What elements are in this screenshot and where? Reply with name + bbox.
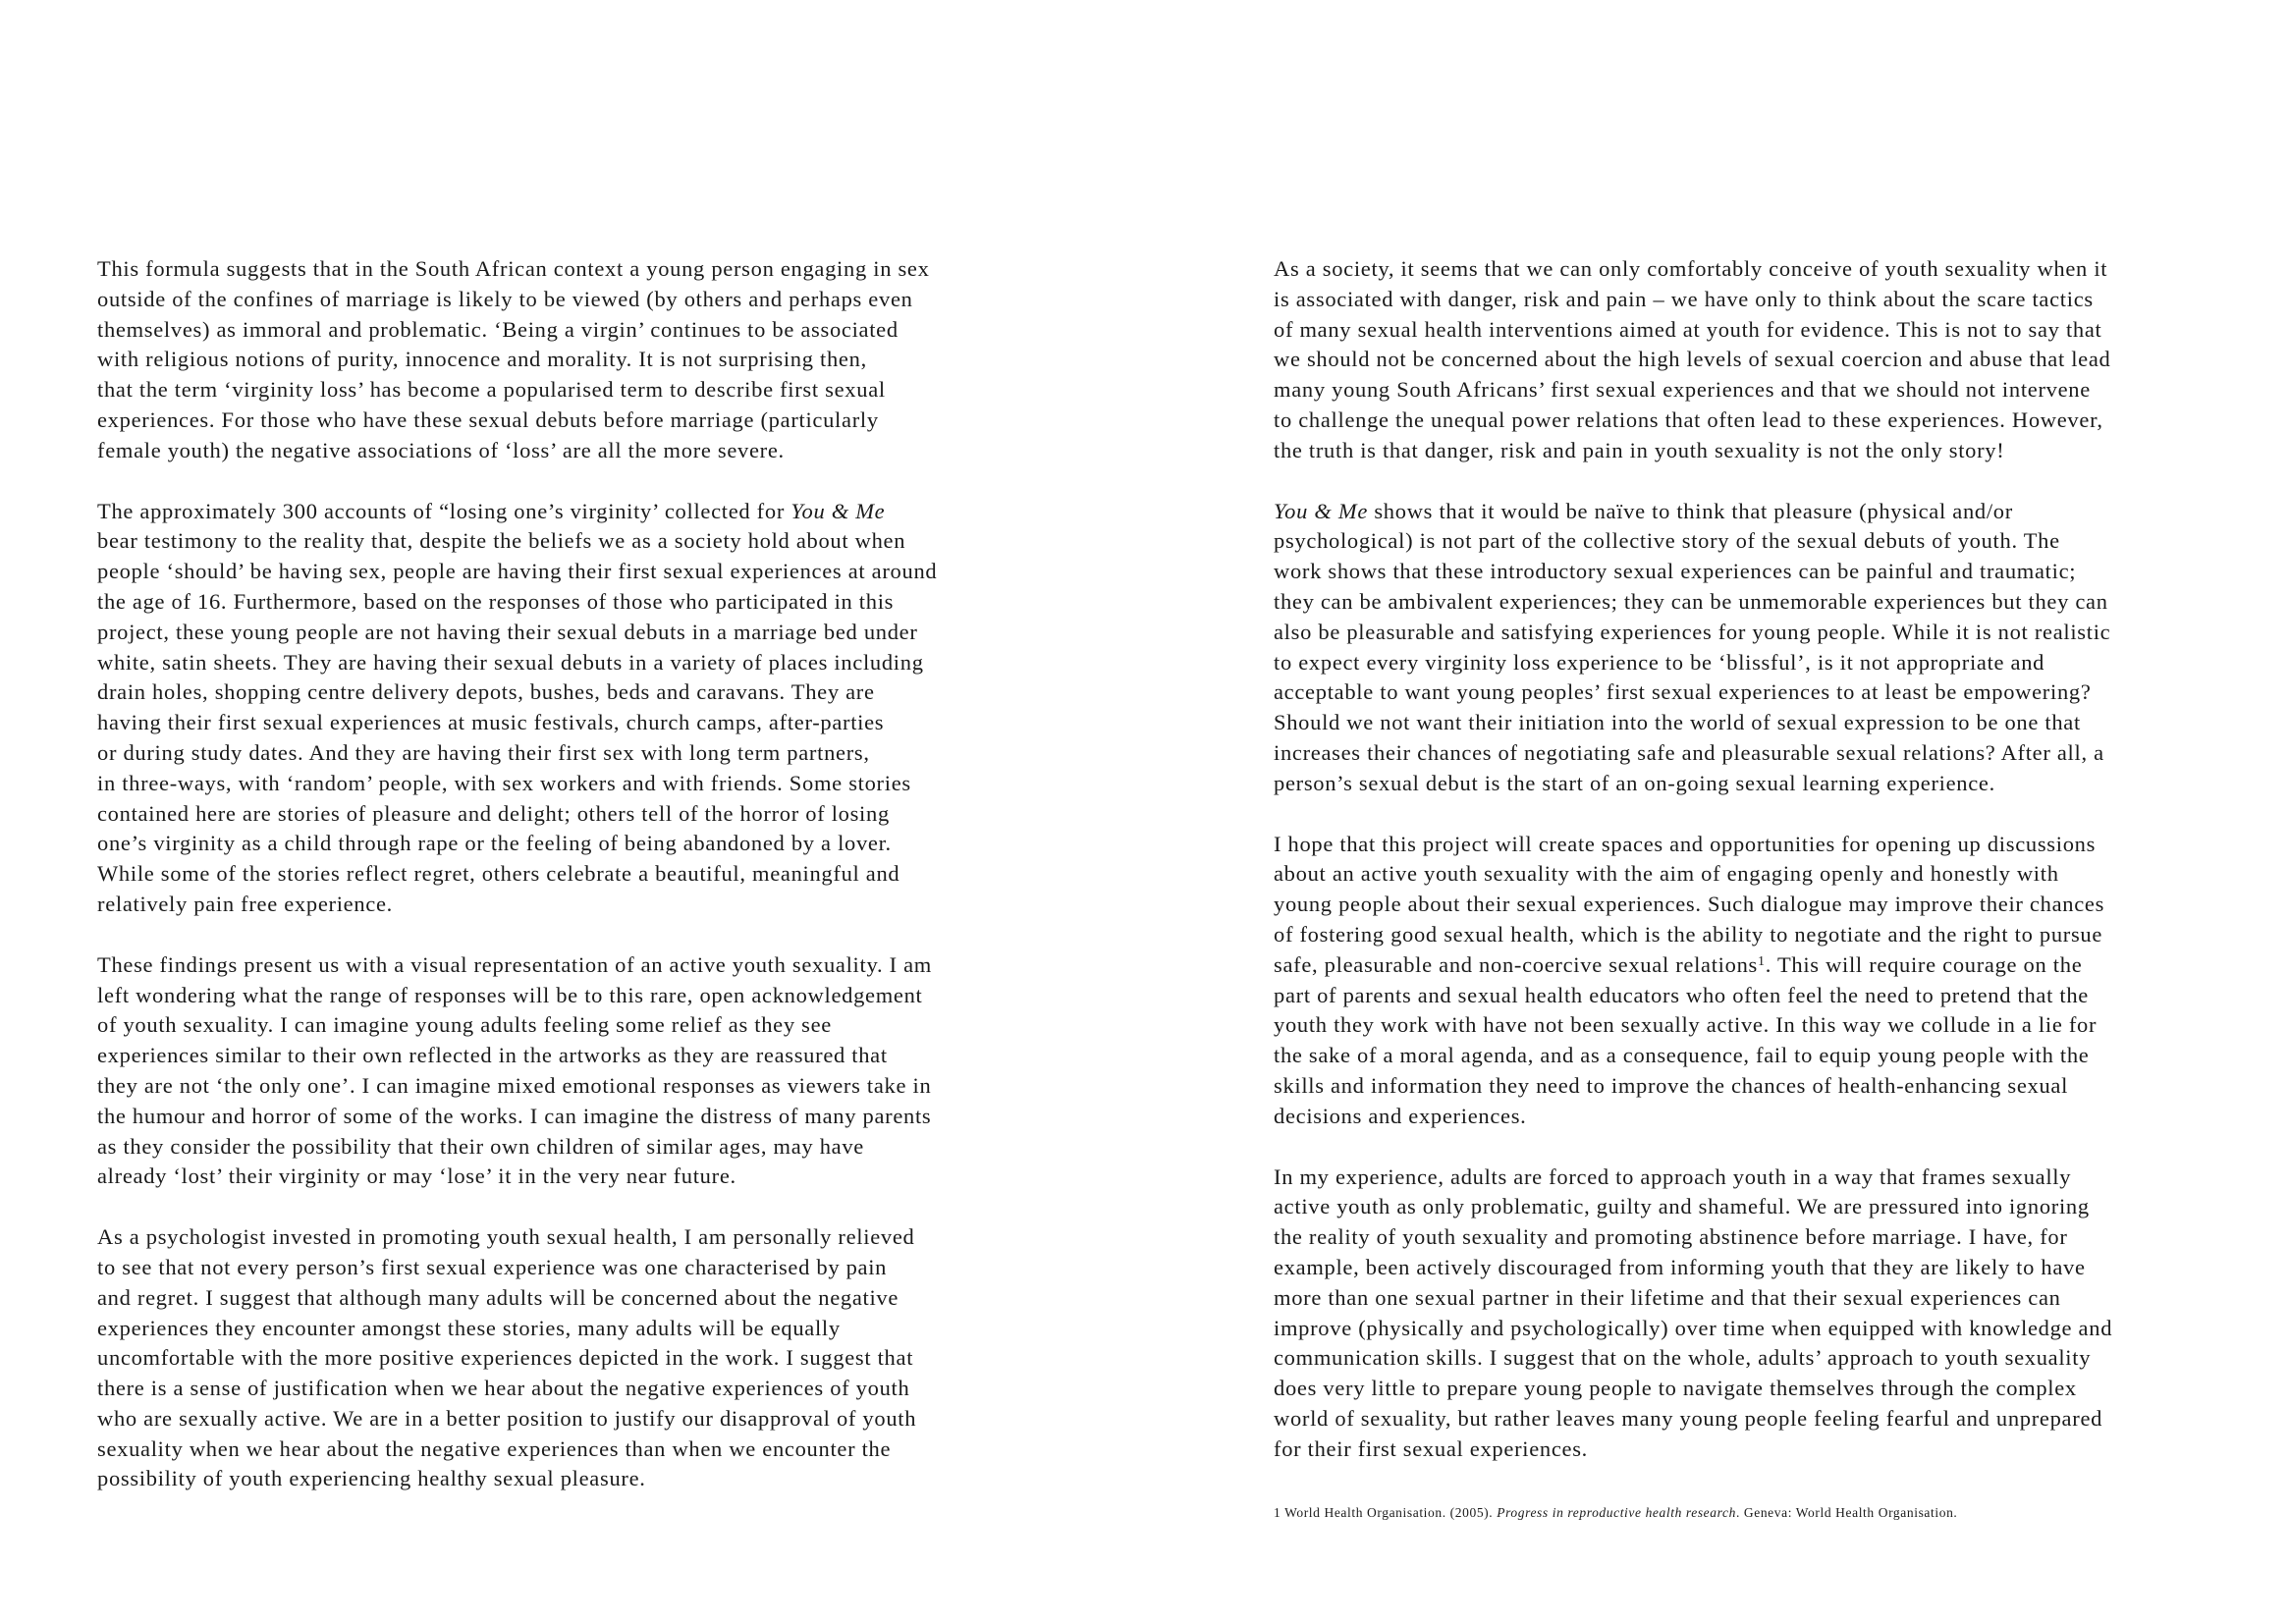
text-line: there is a sense of justification when we hear about the negative experiences of youth [97,1376,910,1401]
text-line: of youth sexuality. I can imagine young adults feeling some relief as they see [97,1012,832,1038]
text-line: These findings present us with a visual representation of an active youth sexuality. I am [97,951,932,977]
text-line: psychological) is not part of the collective story of the sexual debuts of youth. The [1274,528,2060,554]
text-fragment: shows that it would be naïve to think that pleasure (physical and/or [1368,498,2013,523]
text-line: the humour and horror of some of the works. I can imagine the distress of many parents [97,1103,932,1128]
paragraph [1274,497,2216,799]
text-line [97,497,1040,527]
text-line: As a society, it seems that we can only comfortably conceive of youth sexuality when it [1274,256,2108,281]
text-line: sexuality when we hear about the negative experiences than when we encounter the [97,1435,892,1461]
text-fragment: safe, pleasurable and non-coercive sexual relations [1274,951,1758,977]
right-page-column [1274,254,2216,1494]
text-line: the truth is that danger, risk and pain in youth sexuality is not the only story! [1274,437,2005,462]
text-line: improve (physically and psychologically) over time when equipped with knowledge and [1274,1315,2113,1340]
artwork-title: You & Me [1274,498,1369,523]
paragraph [1274,1163,2216,1465]
text-line: project, these young people are not having their sexual debuts in a marriage bed under [97,619,918,644]
text-line: relatively pain free experience. [97,891,393,916]
text-line: who are sexually active. We are in a better position to justify our disapproval of youth [97,1405,917,1431]
text-line: we should not be concerned about the high levels of sexual coercion and abuse that lead [1274,347,2111,372]
text-line: is associated with danger, risk and pain – we have only to think about the scare tactics [1274,286,2094,311]
text-line: drain holes, shopping centre delivery depots, bushes, beds and caravans. They are [97,679,875,705]
text-line [1274,497,2216,527]
footnote-text: World Health Organisation. (2005). [1281,1505,1498,1520]
text-line: they can be ambivalent experiences; they can be unmemorable experiences but they can [1274,588,2108,614]
text-line: acceptable to want young peoples’ first sexual experiences to at least be empowering? [1274,679,2092,705]
text-line: left wondering what the range of responses will be to this rare, open acknowledgement [97,982,923,1007]
text-line: example, been actively discouraged from informing youth that they are likely to have [1274,1254,2086,1279]
text-line: that the term ‘virginity loss’ has become a popularised term to describe first sexual [97,377,886,403]
text-line: one’s virginity as a child through rape or the feeling of being abandoned by a lover. [97,831,892,856]
text-line: having their first sexual experiences at music festivals, church camps, after-parties [97,710,885,735]
text-line: While some of the stories reflect regret, others celebrate a beautiful, meaningful and [97,861,900,887]
text-line: about an active youth sexuality with the aim of engaging openly and honestly with [1274,861,2059,887]
text-line: themselves) as immoral and problematic. ‘Being a virgin’ continues to be associated [97,316,899,342]
text-line: contained here are stories of pleasure and delight; others tell of the horror of losing [97,800,890,826]
paragraph [1274,830,2216,1132]
text-line: active youth as only problematic, guilty and shameful. We are pressured into ignoring [1274,1194,2090,1219]
footnote [1274,1504,1957,1522]
text-line: many young South Africans’ first sexual experiences and that we should not intervene [1274,377,2091,403]
text-line: of many sexual health interventions aimed at youth for evidence. This is not to say that [1274,316,2102,342]
text-line: experiences similar to their own reflected in the artworks as they are reassured that [97,1043,888,1068]
text-line: world of sexuality, but rather leaves many young people feeling fearful and unprepared [1274,1405,2103,1431]
text-line: bear testimony to the reality that, despite the beliefs we as a society hold about when [97,528,906,554]
text-line: skills and information they need to improve the chances of health-enhancing sexual [1274,1072,2069,1098]
text-line: uncomfortable with the more positive experiences depicted in the work. I suggest that [97,1345,914,1371]
paragraph [97,254,1040,466]
paragraph [1274,254,2216,466]
text-line [1274,950,2216,981]
text-line: As a psychologist invested in promoting youth sexual health, I am personally relieved [97,1224,915,1250]
text-line: young people about their sexual experiences. Such dialogue may improve their chances [1274,892,2105,917]
text-line: to challenge the unequal power relations that often lead to these experiences. However, [1274,406,2103,432]
text-line: the sake of a moral agenda, and as a consequence, fail to equip young people with the [1274,1043,2090,1068]
paragraph [97,1222,1040,1494]
text-line: person’s sexual debut is the start of an on-going sexual learning experience. [1274,770,1995,795]
text-line: part of parents and sexual health educators who often feel the need to pretend that the [1274,982,2089,1007]
text-line: or during study dates. And they are having their first sex with long term partners, [97,739,870,765]
text-line: Should we not want their initiation into the world of sexual expression to be one that [1274,710,2081,735]
footnote-text: . Geneva: World Health Organisation. [1735,1505,1958,1520]
paragraph [97,950,1040,1192]
text-line: already ‘lost’ their virginity or may ‘lose’ it in the very near future. [97,1164,736,1189]
left-page-column [97,254,1040,1525]
text-line: communication skills. I suggest that on the whole, adults’ approach to youth sexuality [1274,1345,2092,1371]
text-line: the reality of youth sexuality and promoting abstinence before marriage. I have, for [1274,1224,2068,1250]
text-line: experiences they encounter amongst these stories, many adults will be equally [97,1315,841,1340]
text-line: possibility of youth experiencing healthy sexual pleasure. [97,1466,646,1491]
text-line: work shows that these introductory sexual experiences can be painful and traumatic; [1274,559,2077,584]
text-line: In my experience, adults are forced to approach youth in a way that frames sexually [1274,1164,2072,1189]
artwork-title: You & Me [790,498,886,523]
text-line: experiences. For those who have these sexual debuts before marriage (particularly [97,406,879,432]
text-line: white, satin sheets. They are having their sexual debuts in a variety of places including [97,649,924,675]
text-line: in three-ways, with ‘random’ people, with sex workers and with friends. Some stories [97,770,911,795]
footnote-title: Progress in reproductive health research [1497,1505,1736,1520]
text-line: increases their chances of negotiating safe and pleasurable sexual relations? After all, a [1274,739,2104,765]
text-line: also be pleasurable and satisfying experiences for young people. While it is not realistic [1274,619,2111,644]
text-line: the age of 16. Furthermore, based on the responses of those who participated in this [97,588,895,614]
text-line: as they consider the possibility that their own children of similar ages, may have [97,1133,864,1159]
text-line: to see that not every person’s first sexual experience was one characterised by pain [97,1254,888,1279]
text-line: female youth) the negative associations of ‘loss’ are all the more severe. [97,437,785,462]
footnote-marker[interactable]: 1 [1758,953,1766,969]
text-line: This formula suggests that in the South African context a young person engaging in sex [97,256,930,281]
text-fragment: The approximately 300 accounts of “losing one’s virginity’ collected for [97,498,791,523]
text-line: does very little to prepare young people to navigate themselves through the complex [1274,1376,2077,1401]
paragraph [97,497,1040,920]
text-line: for their first sexual experiences. [1274,1435,1588,1461]
text-line: people ‘should’ be having sex, people are having their first sexual experiences at around [97,559,938,584]
text-line: and regret. I suggest that although many adults will be concerned about the negative [97,1284,899,1310]
footnote-number: 1 [1274,1505,1281,1520]
text-line: I hope that this project will create spaces and opportunities for opening up discussions [1274,831,2097,856]
text-line: to expect every virginity loss experience to be ‘blissful’, is it not appropriate and [1274,649,2045,675]
text-line: of fostering good sexual health, which is the ability to negotiate and the right to pursue [1274,921,2103,947]
text-line: decisions and experiences. [1274,1103,1527,1128]
text-line: youth they work with have not been sexually active. In this way we collude in a lie for [1274,1012,2098,1038]
text-line: more than one sexual partner in their lifetime and that their sexual experiences can [1274,1284,2061,1310]
text-line: they are not ‘the only one’. I can imagine mixed emotional responses as viewers take in [97,1072,932,1098]
text-line: with religious notions of purity, innocence and morality. It is not surprising then, [97,347,867,372]
text-fragment: . This will require courage on the [1765,951,2083,977]
text-line: outside of the confines of marriage is likely to be viewed (by others and perhaps even [97,286,913,311]
